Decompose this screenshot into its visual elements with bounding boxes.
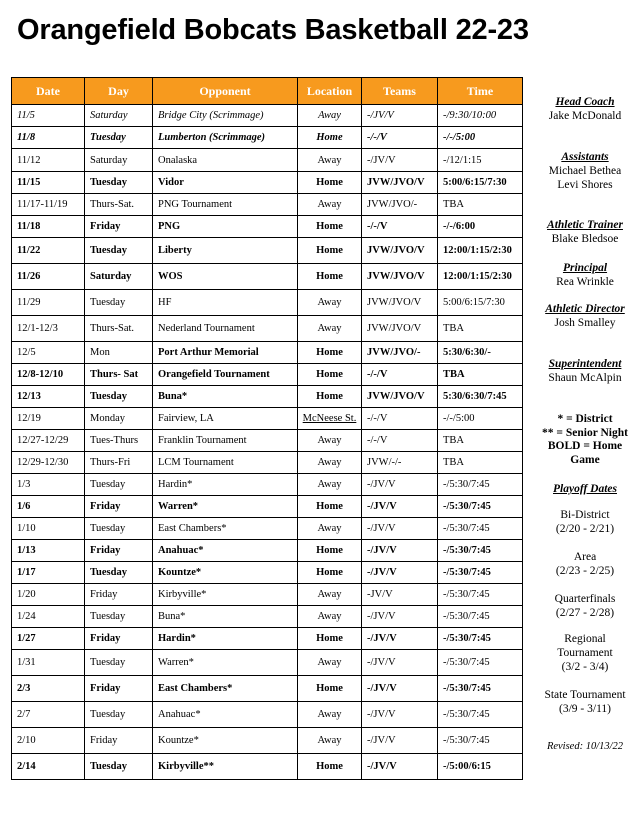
cell-teams: -/JV/V — [362, 728, 438, 754]
table-row — [12, 584, 523, 606]
cell-day: Tuesday — [85, 518, 153, 540]
cell-location: Away — [298, 430, 362, 452]
cell-location: Away — [298, 702, 362, 728]
principal-block — [532, 261, 638, 289]
cell-time: TBA — [438, 364, 523, 386]
table-row — [12, 676, 523, 702]
cell-date: 12/13 — [12, 386, 85, 408]
table-row — [12, 606, 523, 628]
cell-time: 5:30/6:30/- — [438, 342, 523, 364]
table-row — [12, 290, 523, 316]
cell-time: -/5:30/7:45 — [438, 650, 523, 676]
cell-opponent: Orangefield Tournament — [153, 364, 298, 386]
cell-date: 11/22 — [12, 238, 85, 264]
cell-date: 11/18 — [12, 216, 85, 238]
cell-teams: -/-/V — [362, 127, 438, 149]
legend-senior-night: ** = Senior Night — [542, 426, 628, 439]
table-row — [12, 518, 523, 540]
superintendent-block — [532, 357, 638, 385]
cell-teams: JVW/JVO/- — [362, 194, 438, 216]
cell-date: 2/10 — [12, 728, 85, 754]
cell-time: -/5:30/7:45 — [438, 474, 523, 496]
cell-day: Tuesday — [85, 290, 153, 316]
cell-location: Away — [298, 728, 362, 754]
header-location: Location — [298, 78, 362, 105]
header-opponent: Opponent — [153, 78, 298, 105]
cell-location: Away — [298, 316, 362, 342]
cell-date: 12/29-12/30 — [12, 452, 85, 474]
cell-date: 1/3 — [12, 474, 85, 496]
cell-location: Home — [298, 216, 362, 238]
cell-date: 12/1-12/3 — [12, 316, 85, 342]
cell-teams: -/JV/V — [362, 105, 438, 127]
cell-teams: -/JV/V — [362, 754, 438, 780]
cell-date: 2/14 — [12, 754, 85, 780]
cell-location: Away — [298, 518, 362, 540]
table-row — [12, 149, 523, 172]
cell-date: 11/15 — [12, 172, 85, 194]
table-row — [12, 628, 523, 650]
cell-opponent: Kountze* — [153, 562, 298, 584]
cell-location: Away — [298, 584, 362, 606]
cell-time: -/5:30/7:45 — [438, 606, 523, 628]
table-row — [12, 474, 523, 496]
cell-teams: -/JV/V — [362, 628, 438, 650]
cell-time: -/5:30/7:45 — [438, 562, 523, 584]
playoff-quarterfinals: Quarterfinals (2/27 - 2/28) — [554, 593, 616, 619]
head-coach-name: Jake McDonald — [548, 110, 622, 122]
cell-opponent: Buna* — [153, 606, 298, 628]
cell-day: Friday — [85, 676, 153, 702]
cell-day: Tuesday — [85, 650, 153, 676]
cell-day: Saturday — [85, 105, 153, 127]
playoff-regional: Regional Tournament (3/2 - 3/4) — [557, 633, 613, 673]
cell-opponent: Kirbyville* — [153, 584, 298, 606]
cell-location: Home — [298, 342, 362, 364]
cell-time: -/-/5:00 — [438, 127, 523, 149]
cell-opponent: Nederland Tournament — [153, 316, 298, 342]
header-date: Date — [12, 78, 85, 105]
cell-location: Home — [298, 238, 362, 264]
cell-location: Away — [298, 650, 362, 676]
cell-teams: -/JV/V — [362, 676, 438, 702]
revised-date: Revised: 10/13/22 — [546, 741, 624, 752]
cell-teams: JVW/JVO/V — [362, 290, 438, 316]
cell-time: -/5:30/7:45 — [438, 496, 523, 518]
cell-location: Home — [298, 540, 362, 562]
cell-teams: JVW/JVO/V — [362, 316, 438, 342]
cell-day: Thurs-Sat. — [85, 316, 153, 342]
cell-day: Saturday — [85, 264, 153, 290]
cell-time: -/5:30/7:45 — [438, 518, 523, 540]
cell-location: Home — [298, 264, 362, 290]
cell-location: Away — [298, 474, 362, 496]
cell-teams: -/JV/V — [362, 518, 438, 540]
trainer-label: Athletic Trainer — [547, 219, 623, 231]
cell-time: TBA — [438, 452, 523, 474]
table-row — [12, 238, 523, 264]
table-row — [12, 430, 523, 452]
legend-bold-home: BOLD = Home Game — [547, 440, 623, 466]
cell-location: Home — [298, 754, 362, 780]
athletic-director-label: Athletic Director — [545, 303, 625, 315]
cell-location: Home — [298, 676, 362, 702]
cell-opponent: Vidor — [153, 172, 298, 194]
cell-location: Home — [298, 628, 362, 650]
cell-teams: JVW/JVO/- — [362, 342, 438, 364]
cell-location: Home — [298, 386, 362, 408]
cell-opponent: Warren* — [153, 496, 298, 518]
cell-day: Monday — [85, 408, 153, 430]
table-row — [12, 342, 523, 364]
cell-teams: -/-/V — [362, 408, 438, 430]
cell-day: Tuesday — [85, 702, 153, 728]
cell-day: Friday — [85, 584, 153, 606]
cell-day: Thurs-Fri — [85, 452, 153, 474]
cell-day: Tuesday — [85, 172, 153, 194]
cell-day: Tuesday — [85, 238, 153, 264]
cell-date: 1/24 — [12, 606, 85, 628]
cell-time: -/12/1:15 — [438, 149, 523, 172]
cell-time: TBA — [438, 430, 523, 452]
athletic-director-name: Josh Smalley — [554, 317, 616, 329]
table-row — [12, 316, 523, 342]
cell-opponent: Lumberton (Scrimmage) — [153, 127, 298, 149]
assistant-name: Michael Bethea — [548, 165, 622, 177]
cell-date: 12/5 — [12, 342, 85, 364]
cell-location: Home — [298, 562, 362, 584]
cell-teams: JVW/JVO/V — [362, 172, 438, 194]
cell-teams: -/JV/V — [362, 606, 438, 628]
cell-location: Home — [298, 127, 362, 149]
cell-opponent: WOS — [153, 264, 298, 290]
cell-date: 1/20 — [12, 584, 85, 606]
cell-date: 11/12 — [12, 149, 85, 172]
cell-opponent: Franklin Tournament — [153, 430, 298, 452]
cell-day: Tues-Thurs — [85, 430, 153, 452]
cell-date: 1/13 — [12, 540, 85, 562]
table-row — [12, 540, 523, 562]
cell-time: -/5:30/7:45 — [438, 728, 523, 754]
cell-time: TBA — [438, 316, 523, 342]
cell-time: 12:00/1:15/2:30 — [438, 238, 523, 264]
table-row — [12, 172, 523, 194]
cell-time: -/-/6:00 — [438, 216, 523, 238]
table-row — [12, 650, 523, 676]
table-row — [12, 105, 523, 127]
playoff-bidistrict: Bi-District (2/20 - 2/21) — [555, 509, 615, 535]
cell-opponent: PNG Tournament — [153, 194, 298, 216]
cell-opponent: LCM Tournament — [153, 452, 298, 474]
table-row — [12, 496, 523, 518]
cell-opponent: Onalaska — [153, 149, 298, 172]
cell-time: 5:00/6:15/7:30 — [438, 290, 523, 316]
cell-time: -/5:30/7:45 — [438, 628, 523, 650]
cell-day: Tuesday — [85, 754, 153, 780]
cell-teams: JVW/JVO/V — [362, 386, 438, 408]
cell-date: 1/31 — [12, 650, 85, 676]
cell-opponent: HF — [153, 290, 298, 316]
assistants-block — [532, 150, 638, 192]
header-teams: Teams — [362, 78, 438, 105]
cell-day: Friday — [85, 496, 153, 518]
cell-teams: -/JV/V — [362, 562, 438, 584]
cell-date: 11/17-11/19 — [12, 194, 85, 216]
cell-day: Tuesday — [85, 606, 153, 628]
cell-date: 1/6 — [12, 496, 85, 518]
cell-time: -/-/5:00 — [438, 408, 523, 430]
cell-day: Friday — [85, 728, 153, 754]
cell-teams: -/JV/V — [362, 474, 438, 496]
table-header-row — [12, 78, 523, 105]
table-row — [12, 754, 523, 780]
trainer-name: Blake Bledsoe — [551, 233, 619, 245]
cell-date: 1/10 — [12, 518, 85, 540]
cell-opponent: Buna* — [153, 386, 298, 408]
cell-opponent: Anahuac* — [153, 702, 298, 728]
cell-location: Away — [298, 452, 362, 474]
cell-day: Thurs-Sat. — [85, 194, 153, 216]
cell-date: 1/27 — [12, 628, 85, 650]
cell-teams: -/JV/V — [362, 650, 438, 676]
header-time: Time — [438, 78, 523, 105]
cell-teams: -JV/V — [362, 584, 438, 606]
cell-teams: JVW/-/- — [362, 452, 438, 474]
superintendent-label: Superintendent — [548, 358, 622, 370]
cell-opponent: Kountze* — [153, 728, 298, 754]
playoff-area: Area (2/23 - 2/25) — [555, 551, 615, 577]
playoff-dates-label: Playoff Dates — [553, 483, 617, 495]
superintendent-name: Shaun McAlpin — [548, 372, 622, 384]
playoff-state: State Tournament (3/9 - 3/11) — [544, 689, 626, 715]
cell-location: Home — [298, 496, 362, 518]
cell-time: -/5:30/7:45 — [438, 540, 523, 562]
cell-date: 2/3 — [12, 676, 85, 702]
cell-location: Home — [298, 172, 362, 194]
cell-opponent: East Chambers* — [153, 518, 298, 540]
cell-date: 12/8-12/10 — [12, 364, 85, 386]
cell-day: Friday — [85, 540, 153, 562]
table-row — [12, 216, 523, 238]
cell-time: -/5:30/7:45 — [438, 676, 523, 702]
cell-time: 5:00/6:15/7:30 — [438, 172, 523, 194]
cell-date: 11/26 — [12, 264, 85, 290]
cell-location: Away — [298, 194, 362, 216]
cell-date: 1/17 — [12, 562, 85, 584]
cell-date: 12/27-12/29 — [12, 430, 85, 452]
cell-teams: JVW/JVO/V — [362, 264, 438, 290]
cell-time: -/5:00/6:15 — [438, 754, 523, 780]
cell-teams: -/JV/V — [362, 702, 438, 728]
cell-day: Friday — [85, 628, 153, 650]
cell-location: Away — [298, 105, 362, 127]
table-row — [12, 408, 523, 430]
legend-block — [532, 413, 638, 467]
cell-teams: -/-/V — [362, 216, 438, 238]
cell-opponent: Fairview, LA — [153, 408, 298, 430]
cell-opponent: Warren* — [153, 650, 298, 676]
cell-time: 5:30/6:30/7:45 — [438, 386, 523, 408]
cell-teams: -/-/V — [362, 364, 438, 386]
table-row — [12, 386, 523, 408]
cell-day: Tuesday — [85, 386, 153, 408]
cell-date: 11/8 — [12, 127, 85, 149]
table-row — [12, 364, 523, 386]
cell-time: -/5:30/7:45 — [438, 702, 523, 728]
table-row — [12, 562, 523, 584]
principal-name: Rea Wrinkle — [556, 276, 614, 288]
cell-time: -/9:30/10:00 — [438, 105, 523, 127]
cell-opponent: Liberty — [153, 238, 298, 264]
cell-date: 2/7 — [12, 702, 85, 728]
table-row — [12, 452, 523, 474]
athletic-director-block — [532, 302, 638, 330]
assistants-label: Assistants — [561, 151, 609, 163]
assistant-name: Levi Shores — [557, 179, 613, 191]
cell-day: Saturday — [85, 149, 153, 172]
cell-date: 12/19 — [12, 408, 85, 430]
cell-day: Tuesday — [85, 127, 153, 149]
cell-teams: -/JV/V — [362, 496, 438, 518]
cell-teams: JVW/JVO/V — [362, 238, 438, 264]
cell-opponent: Port Arthur Memorial — [153, 342, 298, 364]
cell-opponent: Hardin* — [153, 474, 298, 496]
cell-day: Mon — [85, 342, 153, 364]
cell-teams: -/JV/V — [362, 149, 438, 172]
cell-time: 12:00/1:15/2:30 — [438, 264, 523, 290]
cell-day: Tuesday — [85, 474, 153, 496]
cell-location: Home — [298, 364, 362, 386]
page-title: Orangefield Bobcats Basketball 22-23 — [17, 14, 529, 46]
table-row — [12, 127, 523, 149]
cell-opponent: East Chambers* — [153, 676, 298, 702]
cell-date: 11/5 — [12, 105, 85, 127]
cell-teams: -/-/V — [362, 430, 438, 452]
legend-district: * = District — [557, 413, 613, 425]
cell-day: Tuesday — [85, 562, 153, 584]
cell-day: Friday — [85, 216, 153, 238]
cell-date: 11/29 — [12, 290, 85, 316]
table-row — [12, 728, 523, 754]
cell-time: TBA — [438, 194, 523, 216]
table-row — [12, 194, 523, 216]
head-coach-block — [532, 95, 638, 123]
cell-opponent: Hardin* — [153, 628, 298, 650]
head-coach-label: Head Coach — [555, 96, 615, 108]
header-day: Day — [85, 78, 153, 105]
cell-teams: -/JV/V — [362, 540, 438, 562]
table-row — [12, 264, 523, 290]
schedule-table — [11, 77, 523, 780]
trainer-block — [532, 218, 638, 246]
cell-location: Away — [298, 149, 362, 172]
cell-opponent: PNG — [153, 216, 298, 238]
cell-location: McNeese St. — [298, 408, 362, 430]
cell-location: Away — [298, 606, 362, 628]
cell-opponent: Kirbyville** — [153, 754, 298, 780]
principal-label: Principal — [562, 262, 608, 274]
cell-day: Thurs- Sat — [85, 364, 153, 386]
table-row — [12, 702, 523, 728]
cell-opponent: Bridge City (Scrimmage) — [153, 105, 298, 127]
cell-time: -/5:30/7:45 — [438, 584, 523, 606]
cell-opponent: Anahuac* — [153, 540, 298, 562]
cell-location: Away — [298, 290, 362, 316]
